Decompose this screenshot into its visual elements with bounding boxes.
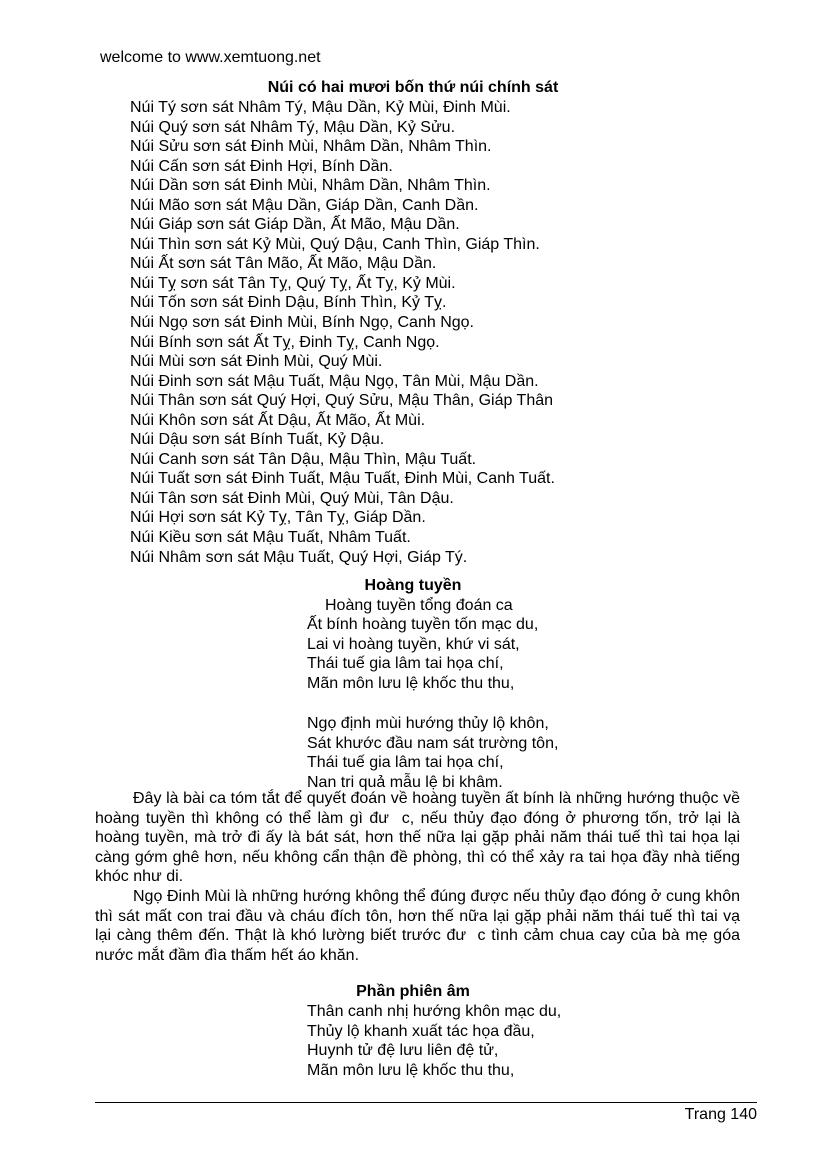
list-line: Núi Tuất sơn sát Đinh Tuất, Mậu Tuất, Đinh Mùi, Canh Tuất. (130, 470, 555, 488)
list-line: Núi Hợi sơn sát Kỷ Tỵ, Tân Tỵ, Giáp Dần. (130, 509, 426, 527)
list-line: Núi Tý sơn sát Nhâm Tý, Mậu Dần, Kỷ Mùi, Đinh Mùi. (130, 99, 511, 116)
poem-stanza-phien-am (307, 1002, 561, 1080)
list-line: Núi Bính sơn sát Ất Tỵ, Đinh Tỵ, Canh Ngọ. (130, 333, 440, 351)
list-line: Núi Mão sơn sát Mậu Dần, Giáp Dần, Canh Dần. (130, 196, 479, 214)
list-line: Núi Đinh sơn sát Mậu Tuất, Mậu Ngọ, Tân Mùi, Mậu Dần. (130, 372, 539, 390)
list-line: Núi Ngọ sơn sát Đinh Mùi, Bính Ngọ, Canh Ngọ. (130, 314, 474, 332)
footer-divider (95, 1102, 757, 1103)
page-number: Trang 140 (684, 1106, 757, 1123)
list-line: Núi Canh sơn sát Tân Dậu, Mậu Thìn, Mậu Tuất. (130, 450, 477, 468)
poem-line: Thái tuế gia lâm tai họa chí, (307, 754, 504, 772)
poem-stanza-1 (307, 615, 538, 693)
list-line: Núi Ất sơn sát Tân Mão, Ất Mão, Mậu Dần. (130, 255, 437, 273)
section-heading-phan-phien-am: Phần phiên âm (356, 983, 470, 1000)
list-line: Núi Giáp sơn sát Giáp Dần, Ất Mão, Mậu Dần. (130, 216, 460, 234)
poem-line: Mãn môn lưu lệ khốc thu thu, (307, 1061, 515, 1079)
mountain-list (130, 98, 555, 567)
list-line: Núi Thân sơn sát Quý Hợi, Quý Sửu, Mậu Thân, Giáp Thân (130, 392, 554, 410)
poem-line: Huynh tử đệ lưu liên đệ tử, (307, 1042, 499, 1060)
list-line: Núi Kiều sơn sát Mậu Tuất, Nhâm Tuất. (130, 529, 411, 547)
poem-line: Thái tuế gia lâm tai họa chí, (307, 655, 504, 673)
list-line: Núi Khôn sơn sát Ất Dậu, Ất Mão, Ất Mùi. (130, 411, 426, 429)
section-heading-hoang-tuyen: Hoàng tuyền (364, 577, 462, 594)
poem-line: Ất bính hoàng tuyền tốn mạc du, (307, 616, 539, 633)
poem-line: Nan tri quả mẫu lệ bi khâm. (307, 773, 503, 791)
poem-stanza-2 (307, 714, 558, 792)
list-line: Núi Quý sơn sát Nhâm Tý, Mậu Dần, Kỷ Sửu. (130, 118, 456, 136)
paragraph-commentary-2: Ngọ Đinh Mùi là những hướng không thể đúng được nếu thủy đạo đóng ở cung khôn thì sát mất con trai đầu và cháu đích tôn, hơn thế nữa lại gặp phải năm thái tuế thì tai vạ lại càng thêm đến. Thật là khó lường biết trước đư c tình cảm chua cay của bà mẹ góa nước mắt đầm đìa thấm hết áo khăn. (95, 888, 740, 964)
poem-subtitle: Hoàng tuyền tổng đoán ca (325, 597, 513, 614)
poem-line: Lai vi hoàng tuyền, khứ vi sát, (307, 635, 520, 653)
poem-line: Thân canh nhị hướng khôn mạc du, (307, 1003, 562, 1020)
list-line: Núi Cấn sơn sát Đinh Hợi, Bính Dần. (130, 157, 393, 175)
poem-line: Ngọ định mùi hướng thủy lộ khôn, (307, 715, 549, 732)
poem-line: Sát khước đầu nam sát trường tôn, (307, 734, 559, 752)
list-line: Núi Sửu sơn sát Đinh Mùi, Nhâm Dần, Nhâm Thìn. (130, 138, 492, 156)
poem-line: Mãn môn lưu lệ khốc thu thu, (307, 674, 515, 692)
paragraph-commentary-1: Đây là bài ca tóm tắt để quyết đoán về hoàng tuyền ất bính là những hướng thuộc về hoàng tuyền thì không có thể làm gì đư c, nếu thủy đạo đóng ở phương tốn, trở lại là hoàng tuyền, mà trở đi ấy là bát sát, hơn thế nữa lại gặp phải năm thái tuế thì tai họa lại càng gớm ghê hơn, nếu không cẩn thận đề phòng, thì có thể xảy ra tai họa đầy nhà tiếng khóc như di. (95, 790, 740, 886)
list-line: Núi Dậu sơn sát Bính Tuất, Kỷ Dậu. (130, 431, 385, 449)
list-line: Núi Mùi sơn sát Đinh Mùi, Quý Mùi. (130, 353, 383, 371)
poem-line: Thủy lộ khanh xuất tác họa đầu, (307, 1022, 535, 1040)
list-line: Núi Thìn sơn sát Kỷ Mùi, Quý Dậu, Canh Thìn, Giáp Thìn. (130, 235, 540, 253)
document-title: Núi có hai mươi bốn thứ núi chính sát (267, 79, 559, 96)
list-line: Núi Tỵ sơn sát Tân Tỵ, Quý Tỵ, Ất Tỵ, Kỷ Mùi. (130, 274, 456, 292)
list-line: Núi Tốn sơn sát Đinh Dậu, Bính Thìn, Kỷ Tỵ. (130, 294, 447, 312)
welcome-note: welcome to www.xemtuong.net (100, 49, 321, 66)
list-line: Núi Dần sơn sát Đinh Mùi, Nhâm Dần, Nhâm Thìn. (130, 177, 491, 195)
list-line: Núi Tân sơn sát Đinh Mùi, Quý Mùi, Tân Dậu. (130, 489, 454, 507)
list-line: Núi Nhâm sơn sát Mậu Tuất, Quý Hợi, Giáp Tý. (130, 548, 468, 566)
